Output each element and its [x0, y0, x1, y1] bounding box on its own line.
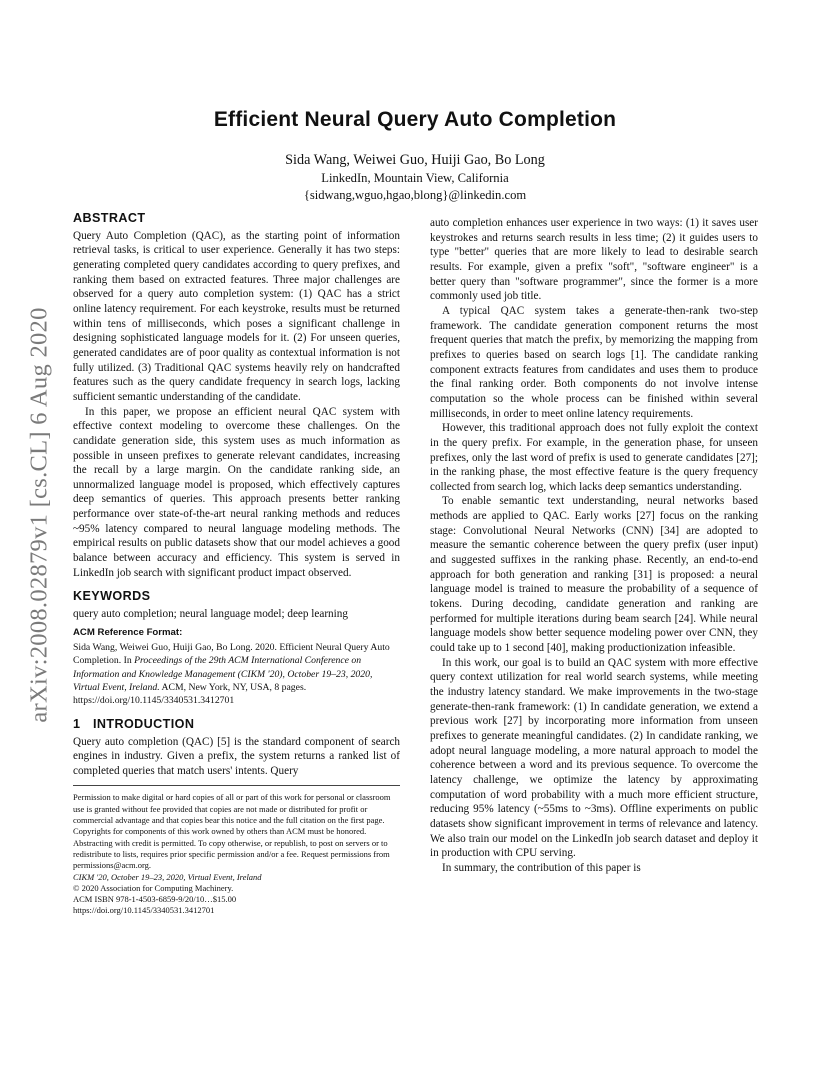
introduction-paragraph-6: In summary, the contribution of this paper is — [442, 861, 641, 874]
acm-reference-venue: Proceedings of the 29th ACM International Conference on Information and Knowledge Management (CIKM '20), October 19–23, 2020, Virtual Event, Ireland. — [73, 655, 373, 693]
copyright-line: © 2020 Association for Computing Machinery. — [73, 882, 234, 893]
abstract-paragraph-2: In this paper, we propose an efficient neural QAC system with effective context modeling to overcome these challenges. On the candidate generation side, this system uses as much information as possible in unseen prefixes to generate relevant candidates, increasing the recall by a large margin. On the candidate ranking side, an unnormalized language model is proposed, which effectively captures deep semantics of queries. This approach presents better ranking performance over state-of-the-art neural ranking methods and reduces ~95% latency compared to neural language modeling methods. The empirical results on public datasets show that our model achieves a good balance between accuracy and efficiency. This system is served in LinkedIn job search with significant product impact observed. — [73, 405, 400, 579]
abstract-paragraph-1: Query Auto Completion (QAC), as the starting point of information retrieval tasks, is critical to user experience. Generally it has two steps: generating completed query candidates according to query prefixes, and ranking them based on extracted features. Three major challenges are observed for a query auto completion system: (1) QAC has a strict online latency requirement. For each keystroke, results must be returned within tens of milliseconds, which poses a significant challenge in designing sophisticated language models for it. (2) For unseen queries, generated candidates are of poor quality as contextual information is not fully utilized. (3) Traditional QAC systems heavily rely on handcrafted features such as the query candidate frequency in search logs, lacking sufficient semantic understanding of the candidate. — [73, 229, 400, 403]
author-emails: {sidwang,wguo,hgao,blong}@linkedin.com — [303, 188, 527, 202]
acm-reference-publisher: ACM, New York, NY, USA, 8 pages. https://doi.org/10.1145/3340531.3412701 — [73, 681, 307, 706]
arxiv-identifier-text: arXiv:2008.02879v1 [cs.CL] 6 Aug 2020 — [26, 307, 54, 723]
copyright-footnote — [73, 792, 400, 916]
acm-reference-heading: ACM Reference Format: — [73, 626, 183, 638]
conference-venue: CIKM '20, October 19–23, 2020, Virtual Event, Ireland — [73, 871, 262, 882]
introduction-paragraph-continued: auto completion enhances user experience in two ways: (1) it saves user keystrokes and returns search results in less time; (2) it guides users to type "better" queries that are more likely to lead to desirable search results. For example, given a prefix "soft", "software engineer" is a better query than "software programmer", since the former is a more commonly used job title. — [430, 217, 758, 303]
introduction-paragraph-2: A typical QAC system takes a generate-then-rank two-step framework. The candidate generation component returns the most frequent queries that match the prefix, by memorizing the mapping from prefixes to queries based on search logs [1]. The candidate ranking component extracts features from candidates and uses them to produce the final ranking order. Both components do not involve intense computation so the whole process can be finished within several milliseconds, in order to meet online latency requirements. — [430, 304, 758, 420]
author-affiliation: LinkedIn, Mountain View, California — [321, 171, 509, 185]
left-column — [73, 211, 400, 917]
footnote-divider — [73, 785, 400, 786]
isbn-line: ACM ISBN 978-1-4503-6859-9/20/10…$15.00 — [73, 894, 237, 905]
acm-reference-text — [73, 641, 400, 706]
introduction-paragraph-4: To enable semantic text understanding, neural networks based methods are applied to QAC. Early works [27] focus on the ranking stage: Convolutional Neural Networks (CNN) [34] are adopted to measure the semantic coherence between the query prefix (user input) and suggested suffixes in the ranking phase. Recently, an end-to-end approach for both generation and ranking [31] is proposed: a neural language model is trained to measure the probability of a sequence of tokens. During decoding, candidate generation and ranking are performed for multiple iterations during beam search [24]. While neural language models show better sequence modeling power over CNN, they could take up to 1 second [40], making productionization infeasible. — [430, 495, 758, 655]
introduction-paragraph-1: Query auto completion (QAC) [5] is the standard component of search engines in industry. Given a prefix, the system returns a ranked list of completed queries that match users' intents. Query — [73, 735, 400, 777]
paper-title: Efficient Neural Query Auto Completion — [213, 108, 617, 131]
abstract-heading: ABSTRACT — [73, 211, 146, 225]
doi-link[interactable]: https://doi.org/10.1145/3340531.3412701 — [73, 905, 215, 916]
section-number: 1 — [73, 716, 81, 731]
paper-header — [74, 108, 756, 204]
introduction-heading — [73, 717, 400, 732]
right-column — [430, 216, 758, 876]
arxiv-identifier-stamp — [22, 290, 58, 740]
keywords-text: query auto completion; neural language model; deep learning — [73, 608, 348, 621]
introduction-paragraph-3: However, this traditional approach does not fully exploit the context in the query prefix. For example, in the generation phase, for unseen prefixes, only the last word of prefix is used to generate candidates [27]; in the ranking phase, the most effective feature is the query frequency collected from search log, which lacks deep semantics understanding. — [430, 422, 758, 493]
introduction-paragraph-5: In this work, our goal is to build an QAC system with more effective query context utilization for real world search systems, while meeting the industry latency standard. We make improvements in the two-stage generate-then-rank framework: (1) In candidate generation, we extend a previous work [27] by incorporating more information from unseen prefixes to generate meaningful candidates. (2) In candidate ranking, we adopt neural language modeling, a more natural approach to model the coherence between a word and its previous sequence. To overcome the latency challenge, we optimize the latency by approximating computation of word probability with a much more efficient structure, reducing 95% latency (~55ms to ~3ms). Offline experiments on public datasets show significant improvement in terms of relevance and latency. We also train our model on the LinkedIn job search dataset and deploy it in production with CPU serving. — [430, 656, 758, 860]
keywords-heading: KEYWORDS — [73, 589, 151, 604]
permission-notice: Permission to make digital or hard copies of all or part of this work for personal or classroom use is granted without fee provided that copies are not made or distributed for profit or commercial advantage and that copies bear this notice and the full citation on the first page. Copyrights for components of this work owned by others than ACM must be honored. Abstracting with credit is permitted. To copy otherwise, or republish, to post on servers or to redistribute to lists, requires prior specific permission and/or a fee. Request permissions from permissions@acm.org. — [73, 792, 391, 871]
acm-reference-citation: Sida Wang, Weiwei Guo, Huiji Gao, Bo Long. 2020. Efficient Neural Query Auto Completion. In — [73, 642, 390, 667]
section-title: INTRODUCTION — [93, 716, 195, 731]
author-list: Sida Wang, Weiwei Guo, Huiji Gao, Bo Long — [285, 152, 545, 168]
